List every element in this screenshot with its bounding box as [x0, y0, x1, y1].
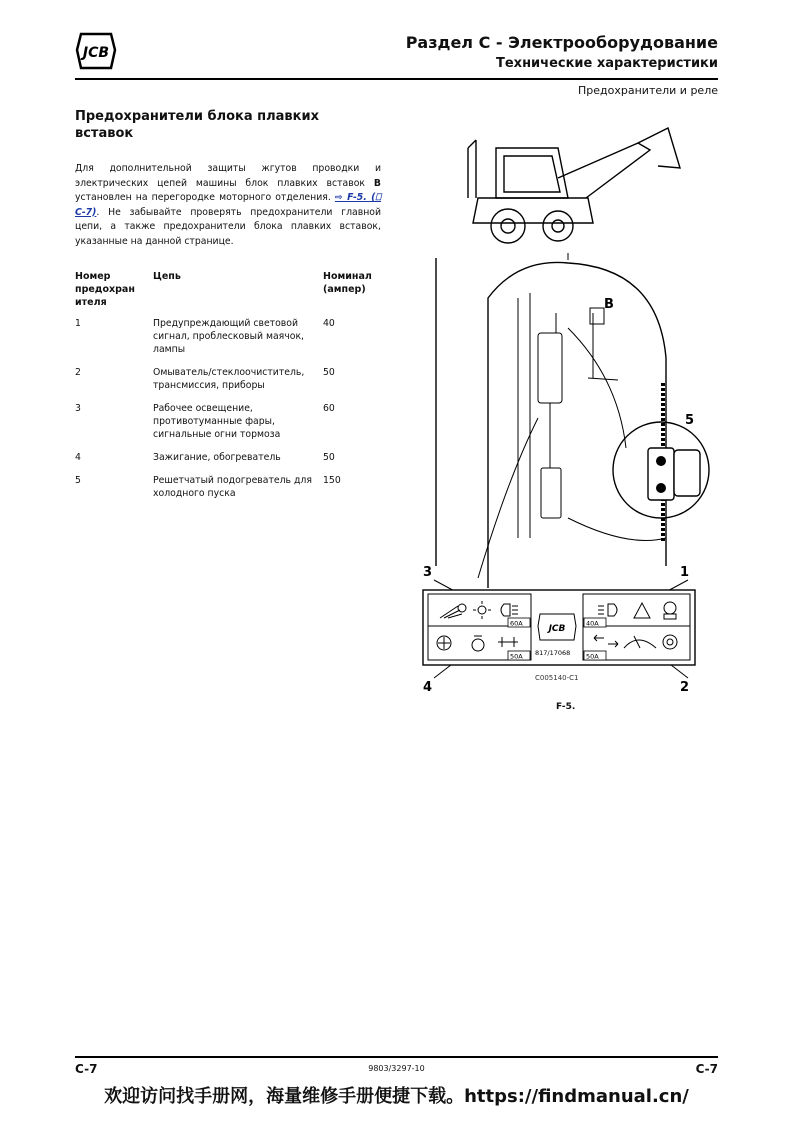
fuse-number: 3 [75, 403, 81, 414]
footer-divider [75, 1056, 718, 1058]
figure-caption: F-5. [556, 702, 576, 712]
header-divider [75, 78, 718, 80]
table-row [75, 402, 385, 441]
label-3: 3 [423, 565, 433, 580]
svg-text:JCB: JCB [82, 45, 110, 61]
document-number: 9803/3297-10 [368, 1064, 425, 1073]
heater-icon [437, 636, 451, 650]
label-4: 4 [423, 680, 433, 695]
fuse-holder-5 [613, 383, 709, 543]
figure-reference-link[interactable]: ⇨ F-5. (⎕ C-7) [75, 192, 382, 218]
engine-bay-detail [478, 293, 666, 578]
page-number-left: C-7 [75, 1062, 98, 1076]
intro-paragraph: Для дополнительной защиты жгутов проводки и электрических цепей машины блок плавких вставок B установлен на перегородке моторного отделения. ⇨ F-5. (⎕ C-7). Не забывайте проверять предохранители главной цепи, а также предохранители блока плавких вставок, указанные на данной странице. [75, 163, 382, 247]
figure-code: C005140-C1 [535, 674, 579, 682]
fusebox-diagram [418, 118, 718, 703]
fuse-circuit: Зажигание, обогреватель [153, 452, 281, 463]
fuse-number: 5 [75, 475, 81, 486]
fusebox-label-b: B [373, 177, 381, 189]
table-row [75, 474, 385, 500]
table-row [75, 451, 385, 464]
col-header-rating: Номинал (ампер) [323, 271, 372, 295]
label-2: 2 [680, 680, 690, 695]
page-title: Предохранители блока плавких вставок [75, 109, 319, 141]
fuse-rating: 50 [323, 367, 335, 378]
fuse-number: 2 [75, 367, 81, 378]
fuse-circuit: Решетчатый подогреватель для холодного пуска [153, 475, 312, 499]
fuse-circuit: Рабочее освещение, противотуманные фары, сигнальные огни тормоза [153, 403, 281, 440]
jcb-logo [75, 30, 117, 72]
page-number-right: C-7 [695, 1062, 718, 1076]
machine-illustration [468, 128, 680, 243]
label-5: 5 [685, 413, 695, 428]
panel-logo-text: JCB [548, 624, 566, 634]
fuse-value-50-right: 50A [586, 652, 599, 661]
col-header-circuit: Цепь [153, 271, 181, 282]
fuse-circuit: Предупреждающий световой сигнал, проблесковый маячок, лампы [153, 318, 305, 355]
fuse-rating: 150 [323, 475, 341, 486]
table-row [75, 317, 385, 356]
table-row [75, 366, 385, 392]
fuse-label-panel [423, 590, 695, 665]
subsection-header: Предохранители и реле [578, 84, 718, 97]
label-1: 1 [680, 565, 690, 580]
section-subtitle-header: Технические характеристики [496, 56, 718, 71]
fuse-rating: 60 [323, 403, 335, 414]
fuse-number: 1 [75, 318, 81, 329]
fuse-table [75, 270, 385, 510]
fuse-rating: 40 [323, 318, 335, 329]
label-b: B [604, 297, 614, 312]
fuse-rating: 50 [323, 452, 335, 463]
part-number: 817/17068 [535, 649, 571, 657]
fuse-circuit: Омыватель/стеклоочиститель, трансмиссия, приборы [153, 367, 305, 391]
fuse-number: 4 [75, 452, 81, 463]
watermark-text: 欢迎访问找手册网，海量维修手册便捷下载。https://findmanual.cn/ [104, 1086, 689, 1107]
col-header-number: Номер предохран ителя [75, 271, 135, 308]
table-header [75, 270, 385, 309]
callout-outline [436, 258, 666, 588]
fuse-value-50-left: 50A [510, 652, 523, 661]
fuse-value-60: 60A [510, 619, 523, 628]
section-title-header: Раздел C - Электрооборудование [405, 33, 718, 52]
fuse-value-40: 40A [586, 619, 599, 628]
